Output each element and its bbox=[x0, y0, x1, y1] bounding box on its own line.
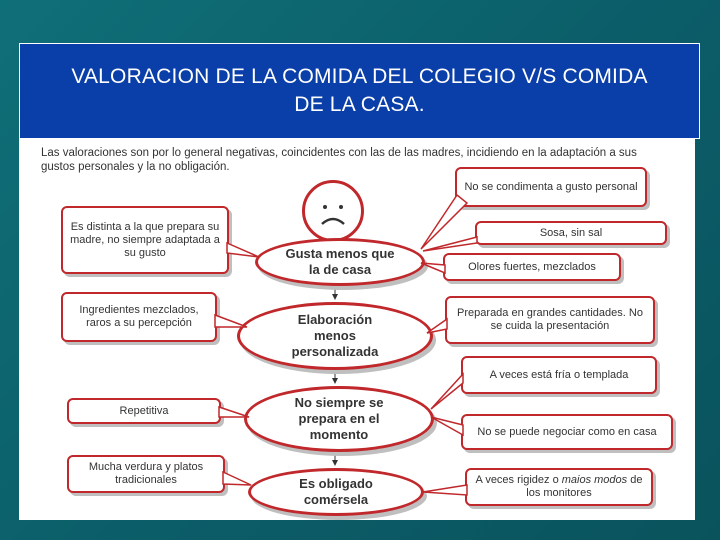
tail-repetitiva bbox=[219, 407, 249, 417]
ellipse-label: Gusta menos que la de casa bbox=[285, 246, 395, 277]
tail-fria bbox=[431, 374, 463, 409]
callout-tails bbox=[19, 139, 695, 520]
ellipse-label: Elaboración menos personalizada bbox=[291, 312, 379, 359]
callout-text-post: de los monitores bbox=[526, 474, 643, 499]
diagram-panel bbox=[19, 139, 695, 520]
callout-text-pre: A veces rigidez o bbox=[475, 474, 562, 486]
tail-negociar bbox=[431, 417, 463, 435]
callout-text: Repetitiva bbox=[119, 404, 169, 417]
callout-text-italic: maios modos bbox=[561, 474, 628, 486]
callout-text: Preparada en grandes cantidades. No se cuida la presentación bbox=[457, 307, 643, 332]
ellipse-label: Es obligado comérsela bbox=[299, 476, 373, 507]
callout-text: Sosa, sin sal bbox=[539, 226, 603, 239]
tail-preparada bbox=[427, 319, 447, 333]
tail-ingredientes bbox=[215, 315, 247, 327]
slide-title-text: VALORACION DE LA COMIDA DEL COLEGIO V/S COMIDA DE LA CASA. bbox=[71, 65, 648, 116]
callout-text: A veces está fría o templada bbox=[489, 368, 629, 381]
callout-text: Mucha verdura y platos tradicionales bbox=[88, 461, 204, 486]
callout-text: Olores fuertes, mezclados bbox=[468, 260, 596, 273]
callout-text: Es distinta a la que prepara su madre, no siempre adaptada a su gusto bbox=[70, 220, 220, 259]
ellipse-label: No siempre se prepara en el momento bbox=[294, 395, 384, 442]
tail-mucha-verdura bbox=[223, 472, 251, 485]
callout-text: No se condimenta a gusto personal bbox=[464, 180, 638, 193]
slide-title bbox=[19, 43, 700, 139]
callout-text: Ingredientes mezclados, raros a su percepción bbox=[79, 304, 199, 329]
tail-distinta bbox=[227, 243, 259, 257]
intro-text: Las valoraciones son por lo general negativas, coincidentes con las de las madres, incidiendo en la adaptación a sus gustos personales y la no obligación. bbox=[41, 147, 637, 173]
tail-olores bbox=[421, 263, 445, 273]
tail-rigidez bbox=[423, 485, 467, 495]
callout-text: No se puede negociar como en casa bbox=[477, 425, 657, 438]
